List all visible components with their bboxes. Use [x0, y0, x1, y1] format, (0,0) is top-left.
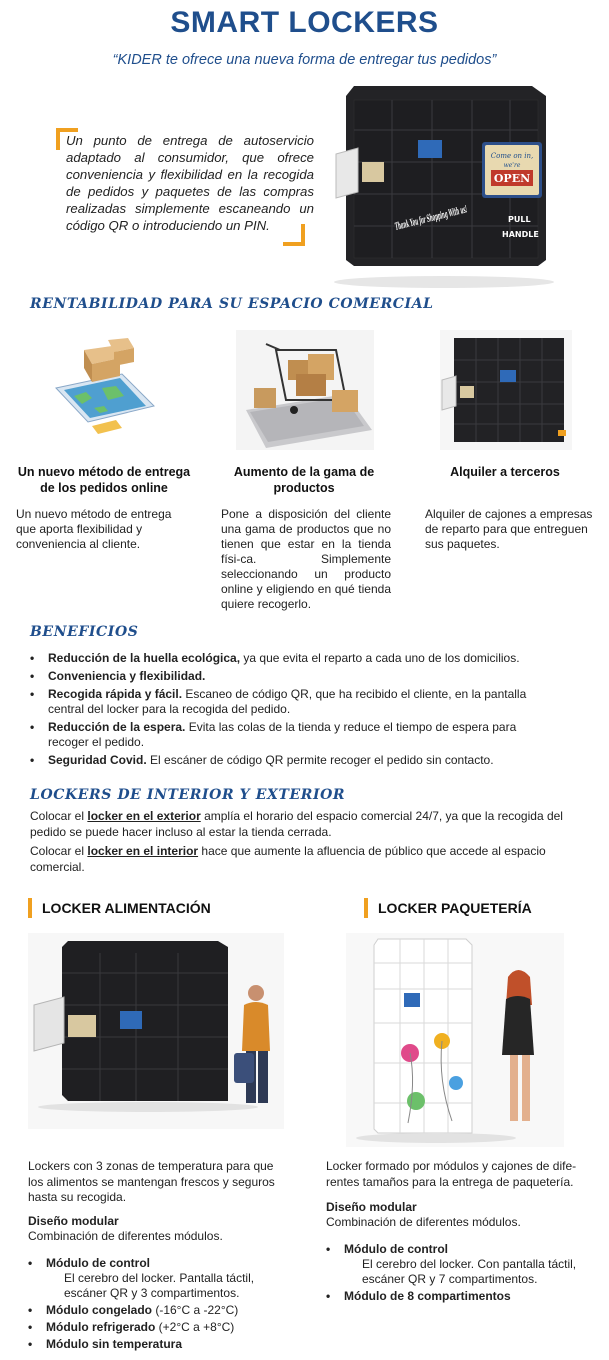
paqueteria-modular-title: Diseño modular — [326, 1200, 417, 1214]
section-heading-beneficios: BENEFICIOS — [30, 624, 139, 640]
interior-paragraph — [30, 844, 570, 875]
list-item — [326, 1242, 596, 1287]
alimentacion-desc: Lockers con 3 zonas de temperatura para que los alimentos se mantengan frescos y seguros hasta su recogida. — [28, 1159, 275, 1204]
list-item-bold: Módulo de 8 compartimentos — [344, 1289, 511, 1303]
list-item-sub: El cerebro del locker. Con pantalla táctil, escáner QR y 7 compartimentos. — [362, 1257, 577, 1286]
list-item — [30, 753, 550, 768]
list-item-bold: Módulo de control — [344, 1242, 448, 1256]
alimentacion-modular-title: Diseño modular — [28, 1214, 119, 1228]
list-item-bold: Reducción de la huella ecológica, — [48, 651, 241, 665]
quote-close-mark — [283, 224, 305, 246]
pull-label: PULL — [508, 215, 531, 224]
hero-locker-image — [332, 82, 554, 290]
col1-title: Un nuevo método de entrega de los pedidos online — [17, 465, 191, 495]
p1-pre: Colocar el — [30, 809, 88, 823]
parcel-locker-image — [346, 933, 564, 1147]
list-item-bold: Recogida rápida y fácil. — [48, 687, 183, 701]
col3-title: Alquiler a terceros — [450, 465, 560, 479]
list-item-bold: Seguridad Covid. — [48, 753, 147, 767]
col2-title: Aumento de la gama de productos — [233, 465, 375, 495]
page-subtitle: “KIDER te ofrece una nueva forma de entregar tus pedidos” — [112, 52, 497, 68]
online-delivery-illustration — [44, 336, 164, 446]
list-item — [30, 669, 550, 684]
sign-line2: we're — [503, 162, 521, 169]
list-item-text: Escaneo de código QR, que ha recibido el cliente, en la pantalla central del locker para la recogida del pedido. — [48, 687, 527, 716]
sign-open: OPEN — [493, 172, 531, 185]
p2-pre: Colocar el — [30, 844, 88, 858]
list-item — [28, 1337, 298, 1352]
shopping-cart-laptop-image — [236, 330, 374, 450]
tag-locker-paqueteria: LOCKER PAQUETERÍA — [364, 898, 532, 918]
paqueteria-desc: Locker formado por módulos y cajones de dife-rentes tamaños para la entrega de paquetería. — [326, 1159, 577, 1189]
list-item-bold: Conveniencia y flexibilidad. — [48, 669, 206, 683]
list-item — [28, 1256, 298, 1301]
list-item — [28, 1303, 298, 1318]
list-item-sub: El cerebro del locker. Pantalla táctil, escáner QR y 3 compartimentos. — [64, 1271, 255, 1300]
list-item — [30, 651, 550, 666]
col3-desc: Alquiler de cajones a empresas de reparto para que entreguen sus paquetes. — [425, 507, 593, 551]
tag-locker-alimentacion: LOCKER ALIMENTACIÓN — [28, 898, 211, 918]
list-item — [326, 1289, 596, 1304]
intro-quote: Un punto de entrega de autoservicio adaptado al consumidor, que ofrece conveniencia y flexibilidad en la recogida de pedidos y paquetes de las compras realizadas simplemente escaneando un código QR o introduciendo un PIN. — [66, 133, 314, 233]
list-item-bold: Reducción de la espera. — [48, 720, 186, 734]
list-item — [28, 1320, 298, 1335]
food-locker-image — [28, 933, 284, 1129]
list-item-text: Evita las colas de la tienda y reduce el tiempo de espera para recoger el pedido. — [48, 720, 517, 749]
p2-post: hace que aumente la afluencia de público que accede al espacio comercial. — [30, 844, 546, 874]
benefits-list — [30, 651, 550, 771]
list-item-text: (-16°C a -22°C) — [152, 1303, 239, 1317]
exterior-paragraph — [30, 809, 570, 840]
section-heading-rentabilidad: RENTABILIDAD PARA SU ESPACIO COMERCIAL — [30, 296, 434, 312]
exterior-link-text: locker en el exterior — [87, 809, 201, 823]
page-title: SMART LOCKERS — [170, 6, 439, 39]
rental-locker-image — [440, 330, 572, 450]
sign-line1: Come on in, — [490, 152, 534, 160]
list-item-bold: Módulo sin temperatura — [46, 1337, 183, 1351]
list-item-bold: Módulo congelado — [46, 1303, 152, 1317]
col1-desc: Un nuevo método de entrega que aporta flexibilidad y conveniencia al cliente. — [16, 507, 172, 551]
col2-desc: Pone a disposición del cliente una gama de productos que no tienen que estar en la tienda físi-ca. Simplemente seleccionando un producto online y eligiendo en qué tienda quiere recogerlo. — [221, 507, 391, 611]
list-item-text: (+2°C a +8°C) — [155, 1320, 235, 1334]
handle-label: HANDLE — [502, 230, 539, 239]
alimentacion-modular-desc: Combinación de diferentes módulos. — [28, 1229, 223, 1243]
list-item-bold: Módulo de control — [46, 1256, 150, 1270]
list-item — [30, 687, 550, 717]
p1-post: amplía el horario del espacio comercial 24/7, ya que la recogida del pedido se puede hacer incluso al estar la tienda cerrada. — [30, 809, 563, 839]
paqueteria-modular-desc: Combinación de diferentes módulos. — [326, 1215, 521, 1229]
alimentacion-modules-list — [28, 1256, 298, 1354]
list-item-text: ya que evita el reparto a cada uno de los domicilios. — [240, 651, 520, 665]
section-heading-interior-exterior: LOCKERS DE INTERIOR Y EXTERIOR — [30, 787, 346, 803]
paqueteria-modules-list — [326, 1242, 596, 1306]
list-item — [30, 720, 550, 750]
list-item-bold: Módulo refrigerado — [46, 1320, 156, 1334]
list-item-text: El escáner de código QR permite recoger el pedido sin contacto. — [146, 753, 494, 767]
interior-link-text: locker en el interior — [87, 844, 199, 858]
